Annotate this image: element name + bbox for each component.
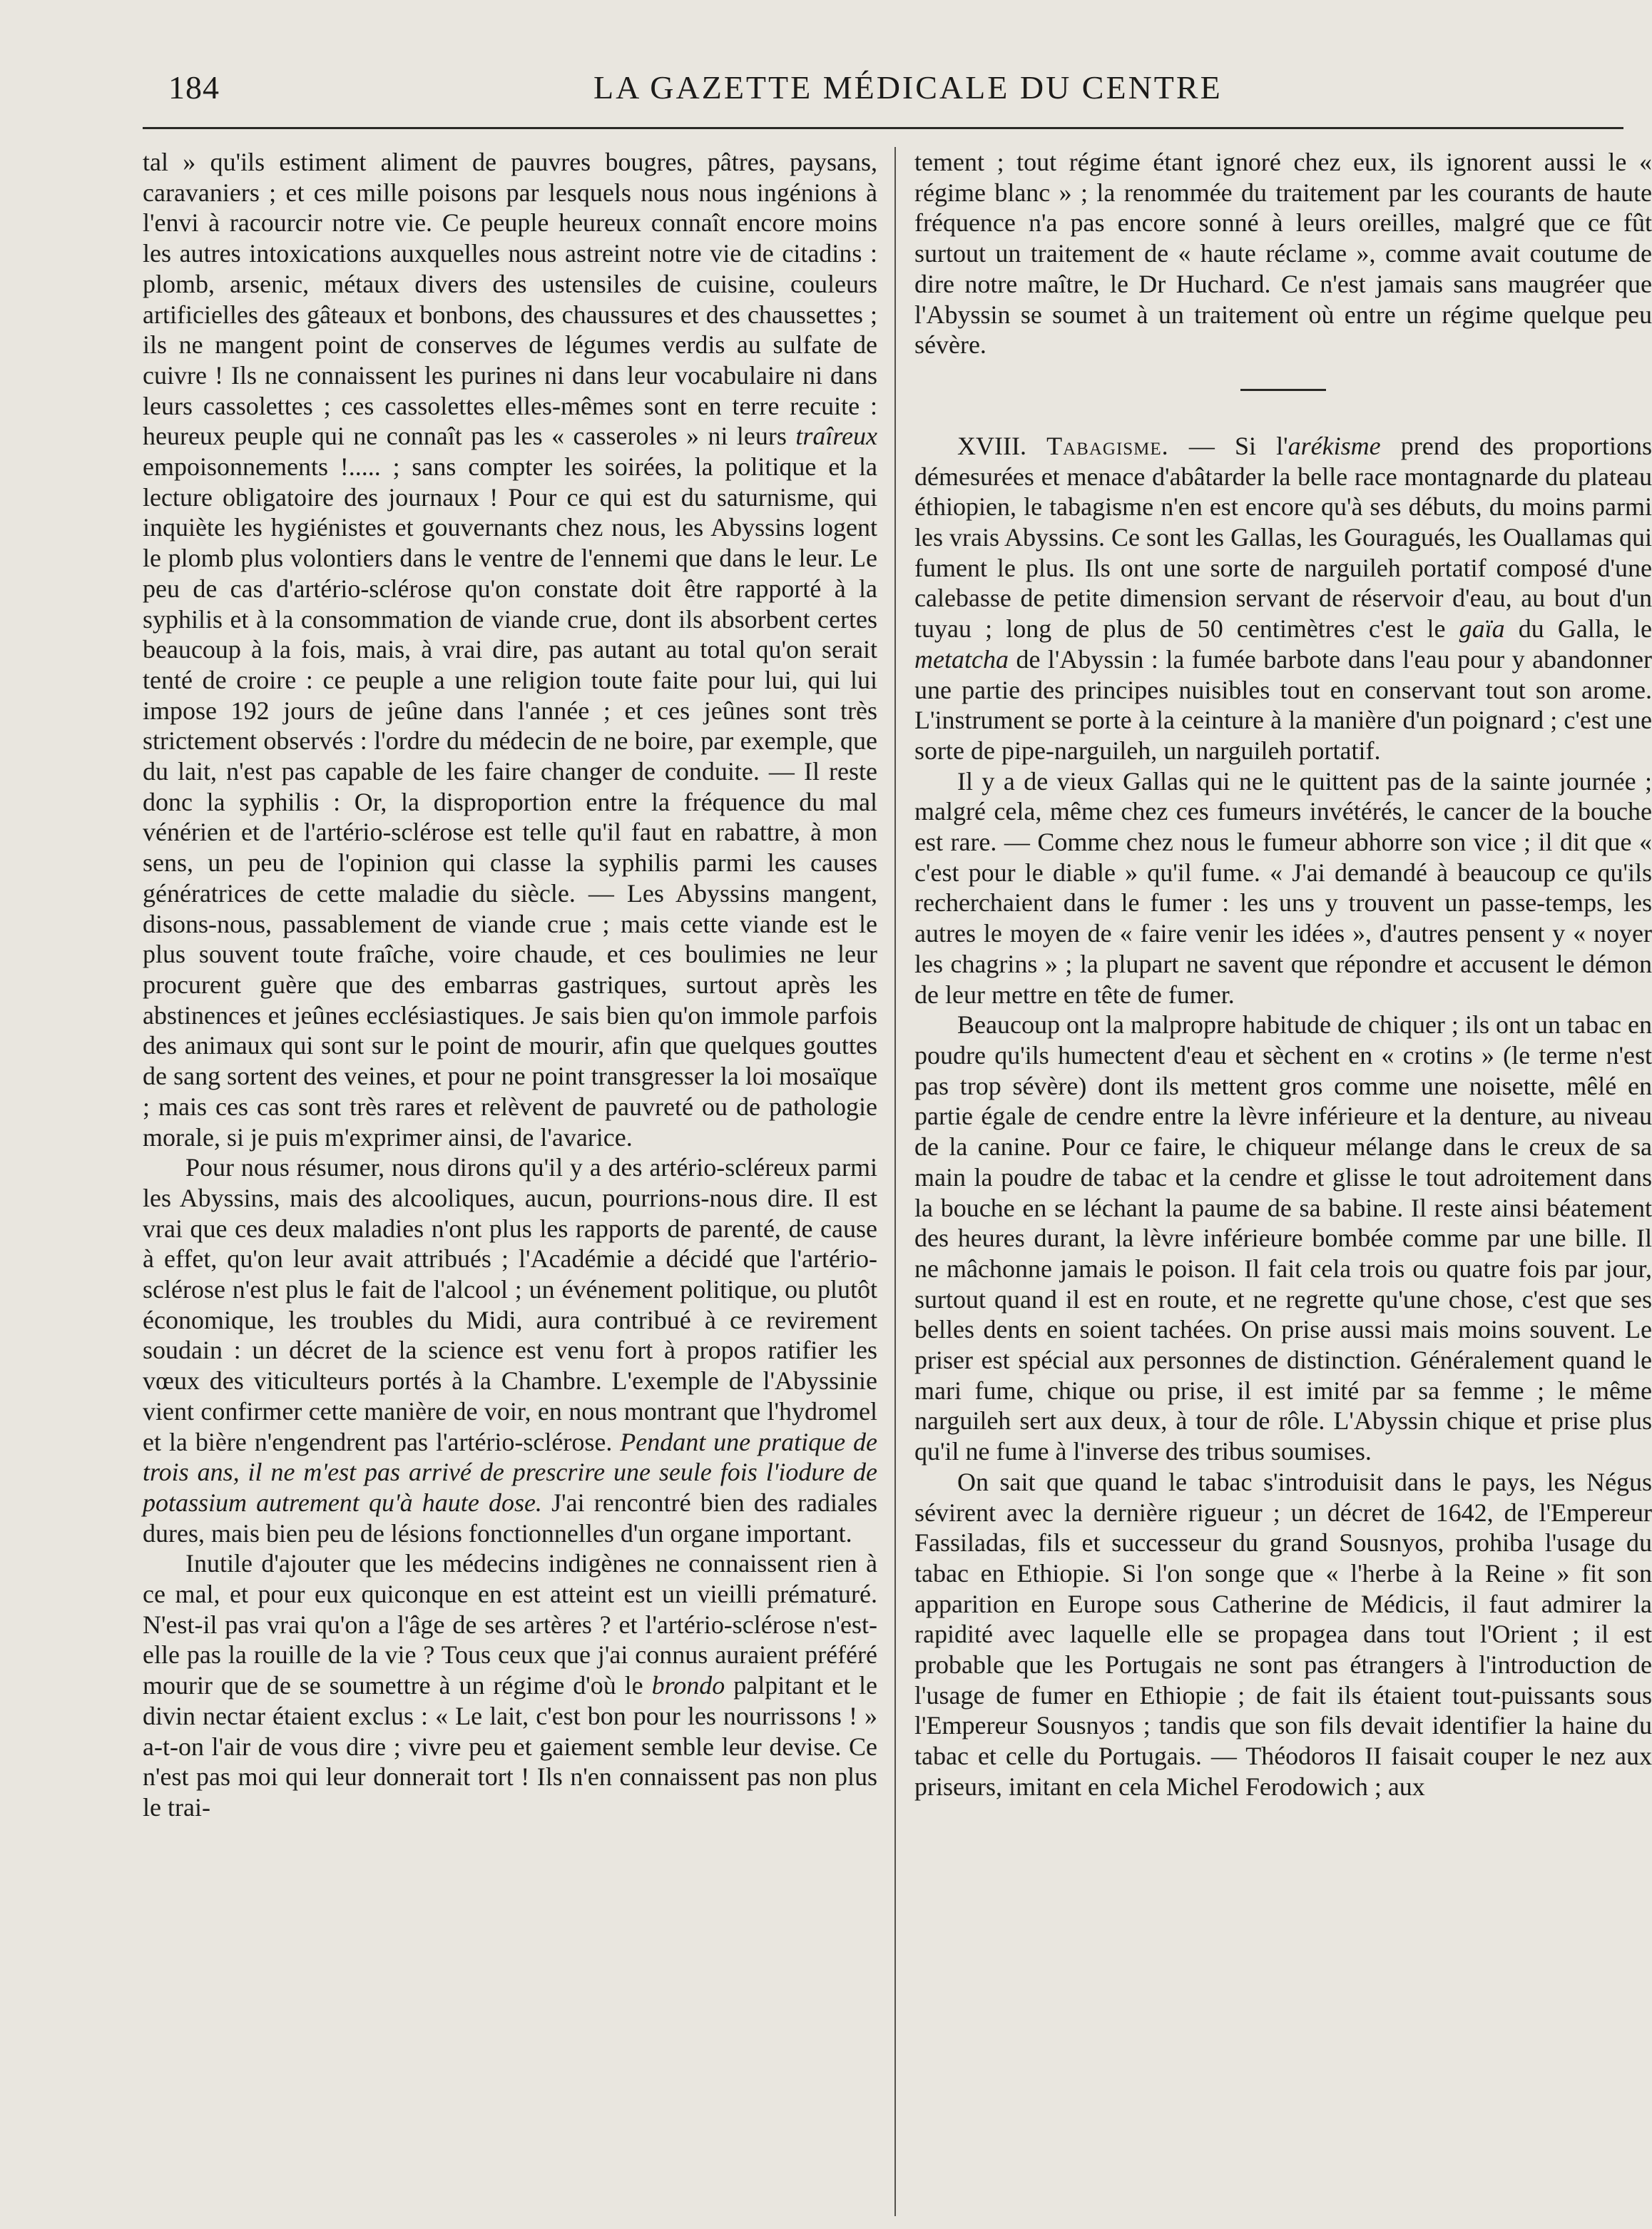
right-paragraph-4: Beaucoup ont la malpropre habitude de chiquer ; ils ont un tabac en poudre qu'ils humectent d'eau et sèchent en « crotins » (le terme n'est pas trop sévère) dont ils mettent gros comme une noisette, mêlé en partie égale de cendre entre la lèvre inférieure et la denture, au niveau de la canine. Pour ce faire, le chiqueur mélange dans le creux de sa main la poudre de tabac et la cendre et glisse le tout adroitement dans la bouche en se léchant la paume de sa babine. Il reste ainsi béatement des heures durant, la lèvre inférieure bombée comme par une bille. Il ne mâchonne jamais le poison. Il fait cela trois ou quatre fois par jour, surtout quand il est en route, et ne regrette qu'une chose, c'est que ses belles dents en soient tachées. On prise aussi mais moins souvent. Le priser est spécial aux personnes de distinction. Généralement quand le mari fume, chique ou prise, il est imité par sa femme ; le même narguileh sert aux deux, à tour de rôle. L'Abyssin chique et prise plus qu'il ne fume à l'inverse des tribus soumises.: [914, 1010, 1652, 1466]
column-divider: [894, 147, 896, 2216]
text-run: de l'Abyssin : la fumée barbote dans l'eau pour y abandonner une partie des principes nuisibles tout en conservant tout son arome. L'instrument se porte à la ceinture à la manière d'un poignard ; c'est une sorte de pipe-narguileh, un narguileh portatif.: [914, 644, 1652, 765]
section-separator: [1240, 389, 1326, 391]
text-run: empoisonnements !..... ; sans compter les soirées, la politique et la lecture obligatoire des journaux ! Pour ce qui est du saturnisme, qui inquiète les hygiénistes et gouvernants chez nous, les Abyssins logent le plomb plus volontiers dans le ventre de l'ennemi que dans le leur. Le peu de cas d'artério-sclérose qu'on constate doit être rapporté à la syphilis et à la consommation de viande crue, dont ils absorbent certes beaucoup à la fois, mais, à vrai dire, pas autant au total qu'on serait tenté de croire : ce peuple a une religion toute faite pour lui, qui lui impose 192 jours de jeûne dans l'année ; et ces jeûnes sont très strictement observés : l'ordre du médecin de ne boire, par exemple, que du lait, n'est pas capable de les faire changer de conduite. — Il reste donc la syphilis : Or, la disproportion entre la fréquence du mal vénérien et de l'artério-sclérose est telle qu'il faut en rabattre, à mon sens, un peu de l'opinion qui classe la syphilis parmi les causes génératrices de cette maladie du siècle. — Les Abyssins mangent, disons-nous, passablement de viande crue ; mais cette viande est le plus souvent toute fraîche, voire chaude, et ces boulimies ne leur procurent guère que des embarras gastriques, surtout après les abstinences et jeûnes ecclésiastiques. Je sais bien qu'on immole parfois des animaux qui sont sur le point de mourir, afin que quelques gouttes de sang sortent des veines, et pour ne point transgresser la loi mosaïque ; mais ces cas sont très rares et relèvent de pauvreté ou de pathologie morale, si je puis m'exprimer ainsi, de l'avarice.: [143, 452, 877, 1152]
running-head: [168, 68, 1652, 118]
italic-term: gaïa: [1459, 614, 1505, 644]
section-number: XVIII.: [957, 431, 1026, 460]
section-heading: Tabagisme.: [1046, 431, 1169, 460]
italic-term: arékisme: [1288, 431, 1381, 460]
right-paragraph-5: On sait que quand le tabac s'introduisit dans le pays, les Négus sévirent avec la dernière rigueur ; un décret de 1642, de l'Empereur Fassiladas, fils et successeur du grand Sousnyos, prohiba l'usage du tabac en Ethiopie. Si l'on songe que « l'herbe à la Reine » fit son apparition en Europe sous Catherine de Médicis, il faut admirer la rapidité avec laquelle elle se propagea dans tout l'Orient ; il est probable que les Portugais ne sont pas étrangers à l'introduction de l'usage de fumer en Ethiopie ; de fait ils étaient tout-puissants sous l'Empereur Sousnyos ; tandis que son fils devait identifier la haine du tabac et celle du Portugais. — Théodoros II faisait couper le nez aux priseurs, imitant en cela Michel Ferodowich ; aux: [914, 1467, 1652, 1801]
left-column: [143, 147, 877, 2216]
italic-term: metatcha: [914, 644, 1009, 674]
right-paragraph-3: Il y a de vieux Gallas qui ne le quittent pas de la sainte journée ; malgré cela, même chez ces fumeurs invétérés, le cancer de la bouche est rare. — Comme chez nous le fumeur abhorre son vice ; il dit que « c'est pour le diable » qu'il fume. « J'ai demandé à beaucoup ce qu'ils recherchaient dans le fumer : les uns y trouvent un passe-temps, les autres le moyen de « faire venir les idées », d'autres pensent y « noyer les chagrins » ; la plupart ne savent que répondre et accusent le démon de leur mettre en tête de fumer.: [914, 766, 1652, 1009]
italic-term: brondo: [651, 1671, 725, 1700]
page-number: 184: [168, 69, 220, 106]
text-run: Inutile d'ajouter que les médecins indigènes ne connaissent rien à ce mal, et pour eux quiconque en est atteint est un vieilli prématuré. N'est-il pas vrai qu'on a l'âge de ses artères ? et l'artério-sclérose n'est-elle pas la rouille de la vie ? Tous ceux que j'ai connus auraient préféré mourir que de se soumettre à un régime d'où le: [143, 1549, 877, 1700]
journal-title: LA GAZETTE MÉDICALE DU CENTRE: [593, 69, 1223, 106]
text-run: Pour nous résumer, nous dirons qu'il y a des artério-scléreux parmi les Abyssins, mais des alcooliques, aucun, pourrions-nous dire. Il est vrai que ces deux maladies n'ont plus les rapports de parenté, de cause à effet, qu'on leur avait attribués ; l'Académie a décidé que l'artério-sclérose n'est plus le fait de l'alcool ; un événement politique, ou plutôt économique, les troubles du Midi, aura contribué à ce revirement soudain : un décret de la science est venu fort à propos ratifier les vœux des viticulteurs portés à la Chambre. L'exemple de l'Abyssinie vient confirmer cette manière de voir, en nous montrant que l'hydromel et la bière n'engendrent pas l'artério-sclérose.: [143, 1153, 877, 1456]
right-column: [914, 147, 1652, 2216]
left-paragraph-1: [143, 147, 877, 1152]
text-run: J'ai rencontré bien des radiales dures, mais bien peu de lésions fonctionnelles d'un organe important.: [143, 1488, 877, 1548]
left-paragraph-3: [143, 1548, 877, 1822]
section-xviii-paragraph: [914, 431, 1652, 766]
text-run: du Galla, le: [1504, 614, 1652, 644]
italic-statement: Pendant une pratique de trois ans, il ne m'est pas arrivé de prescrire une seule fois l'iodure de potassium autrement qu'à haute dose.: [143, 1427, 878, 1517]
text-run: — Si l': [1168, 431, 1288, 460]
left-paragraph-2: [143, 1152, 877, 1548]
italic-term: traîreux: [795, 422, 877, 451]
text-run: palpitant et le divin nectar étaient exclus : « Le lait, c'est bon pour les nourrissons ! » a-t-on l'air de vous dire ; vivre peu et gaiement semble leur devise. Ce n'est pas moi qui leur donnerait tort ! Ils n'en connaissent pas non plus le trai-: [143, 1671, 877, 1822]
text-run: prend des proportions démesurées et menace d'abâtarder la belle race montagnarde du plateau éthiopien, le tabagisme n'en est encore qu'à ses débuts, du moins parmi les vrais Abyssins. Ce sont les Gallas, les Gouragués, les Ouallamas qui fument le plus. Ils ont une sorte de narguileh portatif composé d'une calebasse de petite dimension servant de réservoir d'eau, au bout d'un tuyau ; long de plus de 50 centimètres c'est le: [914, 431, 1652, 644]
right-paragraph-1: tement ; tout régime étant ignoré chez eux, ils ignorent aussi le « régime blanc » ; la renommée du traitement par les courants de haute fréquence n'a pas encore sonné à leurs oreilles, malgré que ce fût surtout un traitement de « haute réclame », comme avait coutume de dire notre maître, le Dr Huchard. Ce n'est jamais sans maugréer que l'Abyssin se soumet à un traitement où entre un régime quelque peu sévère.: [914, 148, 1652, 360]
text-run: tal » qu'ils estiment aliment de pauvres bougres, pâtres, paysans, caravaniers ; et ces mille poisons par lesquels nous nous ingénions à l'envi à racourcir notre vie. Ce peuple heureux connaît encore moins les autres intoxications auxquelles nous astreint notre vie de citadins : plomb, arsenic, métaux divers des ustensiles de cuisine, couleurs artificielles des gâteaux et bonbons, des chaussures et des chaussettes ; ils ne mangent point de conserves de légumes verdis au sulfate de cuivre ! Ils ne connaissent les purines ni dans leur vocabulaire ni dans leurs cassolettes ; ces cassolettes elles-mêmes sont en terre recuite : heureux peuple qui ne connaît pas les « casseroles » ni leurs: [143, 148, 877, 451]
header-rule: [143, 127, 1623, 129]
